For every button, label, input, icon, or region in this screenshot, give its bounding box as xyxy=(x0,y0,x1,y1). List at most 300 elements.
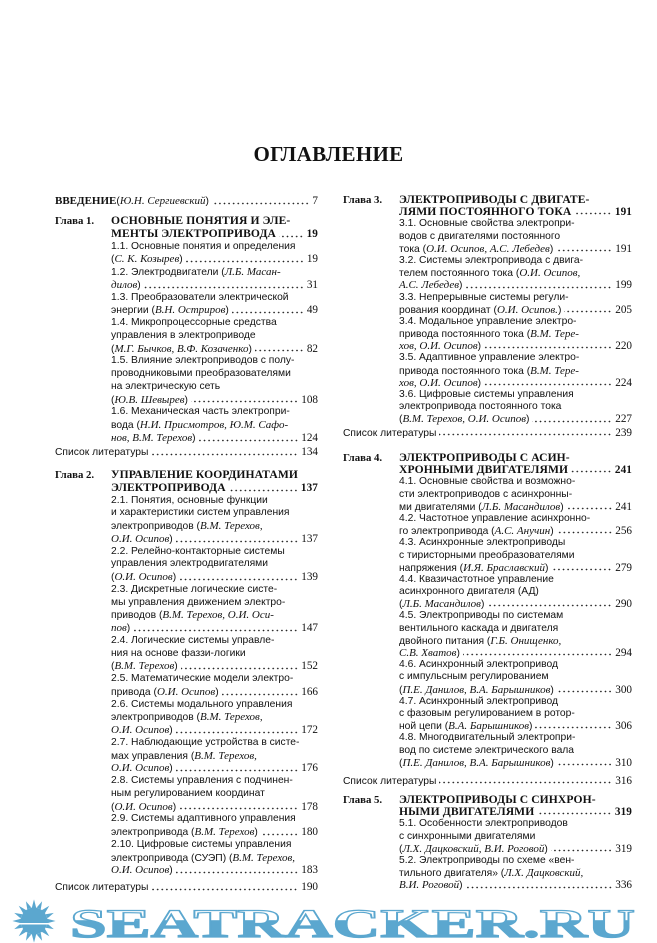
toc-line xyxy=(111,660,318,673)
author-name: В.М. Тере- xyxy=(530,328,579,341)
chapter-title: МЕНТЫ ЭЛЕКТРОПРИВОДА xyxy=(111,226,277,240)
toc-line xyxy=(399,218,632,230)
toc-line xyxy=(399,843,632,855)
entry-text: 4.6. Асинхронный электропривод xyxy=(399,659,558,671)
entry-text: ) xyxy=(477,377,482,389)
page-number[interactable]: 152 xyxy=(301,660,318,673)
toc-line xyxy=(399,413,632,425)
author-name: О.И. Осипов xyxy=(114,800,173,813)
entry-text: ( xyxy=(399,843,403,855)
page-number[interactable]: 316 xyxy=(615,775,632,787)
entry-text: ( xyxy=(111,661,115,673)
entry-text: ) xyxy=(248,343,252,355)
chapter-title: ЛЯМИ ПОСТОЯННОГО ТОКА xyxy=(399,205,572,219)
author-name: П.Е. Данилов, В.А. Барышников xyxy=(402,756,551,769)
chapter-title-line xyxy=(399,806,632,818)
toc-line xyxy=(111,864,318,877)
page-number[interactable]: 190 xyxy=(301,881,318,893)
toc-line xyxy=(399,831,632,843)
section-entry[interactable] xyxy=(399,732,632,769)
page-number[interactable]: 205 xyxy=(615,303,632,316)
dot-leader xyxy=(537,812,612,815)
toc-line xyxy=(399,513,632,525)
toc-line xyxy=(111,775,318,788)
toc-line xyxy=(111,597,318,610)
toc-line xyxy=(111,648,318,661)
introduction-entry[interactable] xyxy=(55,195,318,208)
section-entry[interactable] xyxy=(111,495,318,546)
entry-text: ми двигателями ( xyxy=(399,501,482,513)
toc-line xyxy=(399,732,632,744)
section-entry[interactable] xyxy=(111,406,318,444)
chapter-entry[interactable] xyxy=(343,794,632,892)
entry-text: 2.8. Системы управления с подчинен- xyxy=(111,775,293,786)
entry-text: асинхронного двигателя (АД) xyxy=(399,586,539,598)
entry-text: мах управления ( xyxy=(111,750,195,762)
page-number[interactable]: 310 xyxy=(615,756,632,769)
dot-leader xyxy=(151,888,298,891)
section-entry[interactable] xyxy=(399,537,632,574)
page-number[interactable]: 137 xyxy=(301,532,318,545)
entry-text: ( xyxy=(399,599,403,611)
author-name: Ю.В. Шевырев xyxy=(114,393,185,406)
dot-leader xyxy=(463,653,612,656)
entry-text: ) xyxy=(137,279,141,291)
toc-line xyxy=(399,855,632,867)
toc-line xyxy=(111,279,318,292)
watermark xyxy=(0,897,657,943)
toc-line xyxy=(111,330,318,343)
entry-text: водов с двигателями постоянного xyxy=(399,230,561,242)
section-entry[interactable] xyxy=(399,659,632,696)
entry-text: 3.2. Системы электропривода с двига- xyxy=(399,254,584,266)
dot-leader xyxy=(551,568,612,571)
section-entry[interactable] xyxy=(399,476,632,513)
toc-line xyxy=(399,696,632,708)
entry-text: 5.2. Электроприводы по схеме «вен- xyxy=(399,854,575,866)
author-name: О.И. Осипов, А.С. Лебедев xyxy=(426,242,550,255)
page-title: ОГЛАВЛЕНИЕ xyxy=(253,142,404,166)
section-entry[interactable] xyxy=(111,775,318,813)
entry-text: тока ( xyxy=(399,243,427,255)
page-number[interactable]: 306 xyxy=(615,720,632,733)
author-name: В.М. Терехов, xyxy=(199,711,263,724)
toc-line xyxy=(399,720,632,732)
entry-text: 1.5. Влияние электроприводов с полу- xyxy=(111,355,295,367)
dot-leader xyxy=(186,260,304,263)
toc-line xyxy=(399,316,632,328)
dot-leader xyxy=(439,433,612,436)
entry-text: ) xyxy=(174,661,178,673)
page-number[interactable]: 108 xyxy=(301,393,318,406)
section-entry[interactable] xyxy=(399,255,632,292)
page-number[interactable]: 19 xyxy=(306,253,318,266)
toc-line xyxy=(399,267,632,279)
toc-line xyxy=(399,340,632,352)
toc-line xyxy=(399,562,632,574)
toc-line xyxy=(111,368,318,381)
entry-text: управления в электроприводе xyxy=(111,329,256,341)
entry-text: ) xyxy=(205,196,209,207)
toc-line xyxy=(343,775,632,787)
dot-leader xyxy=(574,212,612,215)
author-name: Л.Х. Дацковский, xyxy=(504,867,584,880)
entry-text: и характеристики систем управления xyxy=(111,507,290,519)
entry-text: 2.4. Логические системы управле- xyxy=(111,634,275,646)
entry-text: управления электродвигателями xyxy=(111,558,269,570)
entry-text: ( xyxy=(111,801,115,813)
author-name: В.М. Терехов xyxy=(114,660,175,673)
toc-line xyxy=(111,343,318,356)
section-entry[interactable] xyxy=(399,574,632,611)
entry-text: энергии ( xyxy=(111,305,155,317)
author-name: О.И. Осипов xyxy=(156,685,216,698)
toc-line xyxy=(111,762,318,775)
entry-text: 5.1. Особенности электроприводов xyxy=(399,818,568,830)
entry-text: ) xyxy=(557,304,562,316)
entry-text: 3.3. Непрерывные системы регули- xyxy=(399,291,569,303)
page-number[interactable]: 319 xyxy=(615,842,632,855)
dot-leader xyxy=(564,310,612,313)
page-number[interactable]: 199 xyxy=(615,279,632,292)
toc-line xyxy=(343,427,632,439)
page-number[interactable]: 19 xyxy=(306,227,318,240)
chapter-title-line xyxy=(399,464,632,476)
entry-text: телем постоянного тока ( xyxy=(399,268,520,280)
page-number[interactable]: 300 xyxy=(615,683,632,696)
toc-line xyxy=(111,558,318,571)
references-entry[interactable] xyxy=(55,881,318,894)
entry-text: привода ( xyxy=(111,686,157,698)
author-name: О.И. Осипов. xyxy=(496,303,558,316)
dot-leader xyxy=(179,578,298,581)
section-entry[interactable] xyxy=(399,352,632,389)
toc-line xyxy=(111,406,318,419)
toc-line xyxy=(399,659,632,671)
entry-text: 4.4. Квазичастотное управление xyxy=(399,573,554,585)
dot-leader xyxy=(229,489,298,492)
chapter-body xyxy=(399,194,632,426)
toc-line xyxy=(111,724,318,737)
dot-leader xyxy=(176,871,299,874)
page-number[interactable]: 220 xyxy=(615,340,632,353)
section-entry[interactable] xyxy=(111,355,318,406)
author-name: нов, В.М. Терехов xyxy=(111,431,193,444)
page-number[interactable]: 191 xyxy=(615,242,632,255)
dot-leader xyxy=(465,286,612,289)
chapter-title: ЭЛЕКТРОПРИВОДЫ С СИНХРОН- xyxy=(399,793,596,806)
toc-line xyxy=(399,501,632,513)
toc-line xyxy=(399,684,632,696)
toc-line xyxy=(399,623,632,635)
entry-text: 3.6. Цифровые системы управления xyxy=(399,389,574,400)
toc-line xyxy=(111,394,318,407)
entry-text: 2.5. Математические модели электро- xyxy=(111,673,294,684)
toc-line xyxy=(399,292,632,304)
entry-text: электропривода постоянного тока xyxy=(399,401,562,413)
toc-line xyxy=(111,609,318,622)
page-number[interactable]: 7 xyxy=(312,195,318,207)
page-number[interactable]: 176 xyxy=(301,762,318,775)
dot-leader xyxy=(484,383,612,386)
chapter-entry[interactable] xyxy=(343,452,632,769)
entry-text: Список литературы xyxy=(343,776,437,787)
page-number[interactable]: 227 xyxy=(615,413,632,426)
dot-leader xyxy=(439,781,612,784)
toc-line xyxy=(111,711,318,724)
entry-text: вода ( xyxy=(111,420,140,431)
entry-text: 4.3. Асинхронные электроприводы xyxy=(399,537,566,549)
chapter-title: ЭЛЕКТРОПРИВОДЫ С АСИН- xyxy=(399,451,570,464)
section-entry[interactable] xyxy=(111,673,318,699)
author-name: В.И. Роговой xyxy=(399,879,460,892)
toc-line xyxy=(111,292,318,305)
section-entry[interactable] xyxy=(111,241,318,267)
page-number[interactable]: 256 xyxy=(615,525,632,538)
entry-text: 2.1. Понятия, основные функции xyxy=(111,494,268,506)
entry-text: с импульсным регулированием xyxy=(399,671,549,683)
page-number[interactable]: 180 xyxy=(301,826,318,838)
entry-text: го электропривода ( xyxy=(399,526,495,538)
section-entry[interactable] xyxy=(111,546,318,584)
page-number[interactable]: 172 xyxy=(301,724,318,736)
dot-leader xyxy=(261,833,298,836)
chapter-title: ЭЛЕКТРОПРИВОДА xyxy=(111,480,226,494)
entry-text: рования координат ( xyxy=(399,304,497,316)
entry-text: ) xyxy=(169,725,173,736)
entry-text: Список литературы xyxy=(55,882,149,893)
entry-text: проводниковыми преобразователями xyxy=(111,368,291,379)
entry-text: 3.5. Адаптивное управление электро- xyxy=(399,352,580,364)
entry-text: двойного питания ( xyxy=(399,635,491,647)
author-name: Ю.Н. Сергиевский xyxy=(119,195,206,207)
page-number[interactable]: 239 xyxy=(615,427,632,439)
toc-line xyxy=(111,801,318,814)
author-name: Л.Б. Масандилов xyxy=(481,500,561,513)
chapter-entry[interactable] xyxy=(343,194,632,426)
page-number[interactable]: 294 xyxy=(615,647,632,659)
toc-line xyxy=(111,355,318,368)
toc-line xyxy=(111,253,318,266)
dot-leader xyxy=(181,667,298,670)
dot-leader xyxy=(484,346,612,349)
entry-text: 1.3. Преобразователи электрической xyxy=(111,291,289,303)
toc-line xyxy=(399,671,632,683)
entry-text: тильного двигателя» ( xyxy=(399,868,505,880)
author-name: В.М. Терехов, xyxy=(199,520,263,532)
chapter-entry[interactable] xyxy=(55,469,318,877)
author-name: Н.И. Присмотров, Ю.М. Сафо- xyxy=(139,419,289,431)
section-entry[interactable] xyxy=(399,316,632,353)
dot-leader xyxy=(176,769,299,772)
page-number[interactable]: 224 xyxy=(615,376,632,389)
toc-line xyxy=(111,750,318,763)
toc-line xyxy=(111,584,318,597)
author-name: А.С. Лебедев xyxy=(399,279,459,292)
entry-text: 2.2. Релейно-контакторные системы xyxy=(111,545,285,557)
toc-line xyxy=(111,304,318,317)
section-entry[interactable] xyxy=(111,266,318,292)
page-number[interactable]: 336 xyxy=(615,879,632,892)
entry-text: ) xyxy=(225,305,229,317)
toc-line xyxy=(111,381,318,394)
section-entry[interactable] xyxy=(399,513,632,537)
author-name: дилов xyxy=(111,278,138,291)
page-number[interactable]: 166 xyxy=(301,685,318,698)
dot-leader xyxy=(144,286,304,289)
entry-text: вентильного каскада и двигателя xyxy=(399,622,559,634)
references-entry[interactable] xyxy=(343,775,632,787)
entry-text: электропривода (СУЭП) ( xyxy=(111,852,233,864)
entry-text: ) xyxy=(215,686,219,698)
toc-line xyxy=(111,622,318,635)
author-name: П.Е. Данилов, В.А. Барышников xyxy=(402,683,551,696)
chapter-title: УПРАВЛЕНИЕ КООРДИНАТАМИ xyxy=(111,468,298,481)
page-number[interactable]: 290 xyxy=(615,598,632,611)
toc-line xyxy=(399,243,632,255)
entry-text: напряжения ( xyxy=(399,562,464,574)
toc-line xyxy=(111,241,318,254)
toc-line xyxy=(111,533,318,546)
page-number[interactable]: 178 xyxy=(301,800,318,813)
entry-text: 1.2. Электродвигатели ( xyxy=(111,267,225,278)
section-entry[interactable] xyxy=(111,635,318,673)
chapter-body xyxy=(111,215,318,445)
toc-line xyxy=(111,673,318,686)
page-number[interactable]: 241 xyxy=(615,500,632,513)
dot-leader xyxy=(191,400,298,403)
entry-text: ) xyxy=(169,763,173,775)
dot-leader xyxy=(176,731,299,734)
page-number[interactable]: 139 xyxy=(301,571,318,583)
author-name: Л.Б. Масандилов xyxy=(402,598,481,611)
section-entry[interactable] xyxy=(111,317,318,355)
section-entry[interactable] xyxy=(111,699,318,737)
toc-line xyxy=(111,839,318,852)
toc-line xyxy=(399,586,632,598)
entry-text: ) xyxy=(459,880,463,892)
page-number[interactable]: 147 xyxy=(301,622,318,634)
section-entry[interactable] xyxy=(111,737,318,775)
entry-text: ) xyxy=(169,533,173,545)
entry-text: электроприводов ( xyxy=(111,521,200,532)
toc-line xyxy=(399,610,632,622)
chapter-title-line xyxy=(111,469,318,482)
section-entry[interactable] xyxy=(399,292,632,316)
author-name: В.М. Тере- xyxy=(530,364,579,377)
page-number[interactable]: 137 xyxy=(300,481,318,494)
entry-text: ) xyxy=(549,243,554,255)
section-entry[interactable] xyxy=(399,218,632,255)
page-number[interactable]: 49 xyxy=(306,304,318,317)
page-number[interactable]: 183 xyxy=(301,864,318,877)
entry-text: ) xyxy=(179,254,183,266)
chapter-body xyxy=(111,469,318,877)
references-entry[interactable] xyxy=(343,427,632,439)
section-entry[interactable] xyxy=(111,292,318,318)
section-entry[interactable] xyxy=(111,813,318,839)
section-entry[interactable] xyxy=(111,839,318,877)
entry-text: электроприводов ( xyxy=(111,712,200,724)
entry-text: ) xyxy=(480,599,485,611)
dot-leader xyxy=(151,453,298,456)
page-number[interactable]: 124 xyxy=(301,431,318,444)
section-entry[interactable] xyxy=(399,610,632,659)
entry-text: 1.1. Основные понятия и определения xyxy=(111,240,296,252)
entry-text: ) xyxy=(192,432,196,444)
page-number[interactable]: 31 xyxy=(306,278,318,291)
entry-text: с синхронными двигателями xyxy=(399,830,536,842)
page-number[interactable]: 319 xyxy=(614,806,632,819)
toc-line xyxy=(399,304,632,316)
toc-line xyxy=(111,266,318,279)
page-number[interactable]: 191 xyxy=(614,206,632,219)
chapter-title-line xyxy=(111,482,318,495)
author-name: хов, О.И. Осипов xyxy=(399,340,478,353)
chapter-entry[interactable] xyxy=(55,215,318,445)
entry-text: Список литературы xyxy=(343,428,437,439)
section-entry[interactable] xyxy=(399,818,632,855)
toc-line xyxy=(111,699,318,712)
toc-line xyxy=(399,377,632,389)
page-number[interactable]: 134 xyxy=(301,446,318,458)
author-name: О.И. Осипов xyxy=(111,762,170,775)
author-name: В.М. Терехов, xyxy=(194,749,257,762)
entry-text: Список литературы xyxy=(55,447,149,458)
toc-line xyxy=(399,279,632,291)
section-entry[interactable] xyxy=(399,389,632,426)
dot-leader xyxy=(199,439,299,442)
dot-leader xyxy=(551,849,612,852)
entry-text: 1.4. Микропроцессорные средства xyxy=(111,317,277,328)
entry-text: мы управления движением электро- xyxy=(111,596,286,608)
entry-text: ) xyxy=(560,501,564,513)
section-entry[interactable] xyxy=(399,855,632,892)
toc-line xyxy=(399,255,632,267)
toc-line xyxy=(399,879,632,891)
entry-text: ( xyxy=(111,343,115,355)
chapter-label: Глава 3. xyxy=(343,194,383,206)
chapter-title-line xyxy=(111,215,318,228)
page-number[interactable]: 241 xyxy=(614,464,632,477)
page-number[interactable]: 82 xyxy=(306,342,318,355)
chapter-title-line xyxy=(111,228,318,241)
entry-text: ( xyxy=(111,394,115,406)
toc-line xyxy=(111,495,318,508)
toc-line xyxy=(399,328,632,340)
entry-text: с фазовым регулированием в ротор- xyxy=(399,707,575,719)
section-entry[interactable] xyxy=(111,584,318,635)
entry-text: ) xyxy=(550,526,554,538)
toc-line xyxy=(399,476,632,488)
toc-line xyxy=(111,432,318,445)
dot-leader xyxy=(532,420,612,423)
chapter-title-line xyxy=(399,206,632,218)
section-entry[interactable] xyxy=(399,696,632,733)
dot-leader xyxy=(535,726,612,729)
chapter-body xyxy=(399,794,632,892)
dot-leader xyxy=(222,693,299,696)
page-number[interactable]: 279 xyxy=(615,561,632,574)
toc-line xyxy=(399,818,632,830)
entry-text: ным регулированием координат xyxy=(111,787,265,799)
toc-line xyxy=(111,852,318,865)
toc-line xyxy=(111,507,318,520)
references-entry[interactable] xyxy=(55,446,318,459)
author-name: О.И. Осипов xyxy=(114,571,173,583)
toc-line xyxy=(399,489,632,501)
author-name: В.Н. Остриров xyxy=(154,304,226,317)
